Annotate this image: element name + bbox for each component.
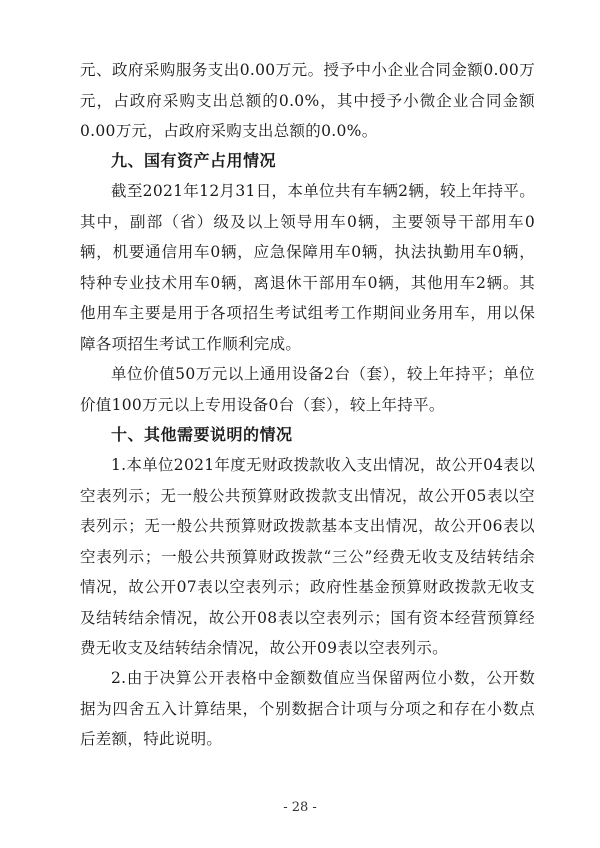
paragraph-vehicles: 截至2021年12月31日，本单位共有车辆2辆，较上年持平。其中，副部（省）级及以上领导用车0辆，主要领导干部用车0辆，机要通信用车0辆，应急保障用车0辆，执法执勤用车0辆，特种专业技术用车0辆，离退休干部用车0辆，其他用车2辆。其他用车主要是用于各项招生考试组考工作期间业务用车，用以保障各项招生考试工作顺利完成。: [80, 182, 535, 353]
paragraph-procurement: 元、政府采购服务支出0.00万元。授予中小企业合同金额0.00万元，占政府采购支出总额的0.0%，其中授予小微企业合同金额0.00万元，占政府采购支出总额的0.0%。: [80, 61, 535, 140]
paragraph-note-1: 1.本单位2021年度无财政拨款收入支出情况，故公开04表以空表列示；无一般公共预算财政拨款支出情况，故公开05表以空表列示；无一般公共预算财政拨款基本支出情况，故公开06表以空表列示；一般公共预算财政拨款“三公”经费无收支及结转结余情况，故公开07表以空表列示；政府性基金预算财政拨款无收支及结转结余情况，故公开08表以空表列示；国有资本经营预算经费无收支及结转结余情况，故公开09表以空表列示。: [80, 456, 535, 657]
section-heading-other-notes: 十、其他需要说明的情况: [111, 425, 293, 444]
page-number: - 28 -: [283, 800, 317, 815]
paragraph-note-2: 2.由于决算公开表格中金额数值应当保留两位小数，公开数据为四舍五入计算结果，个别数据合计项与分项之和存在小数点后差额，特此说明。: [80, 669, 535, 748]
paragraph-equipment: 单位价值50万元以上通用设备2台（套），较上年持平；单位价值100万元以上专用设备0台（套），较上年持平。: [80, 365, 535, 414]
section-heading-state-assets: 九、国有资产占用情况: [111, 151, 277, 170]
